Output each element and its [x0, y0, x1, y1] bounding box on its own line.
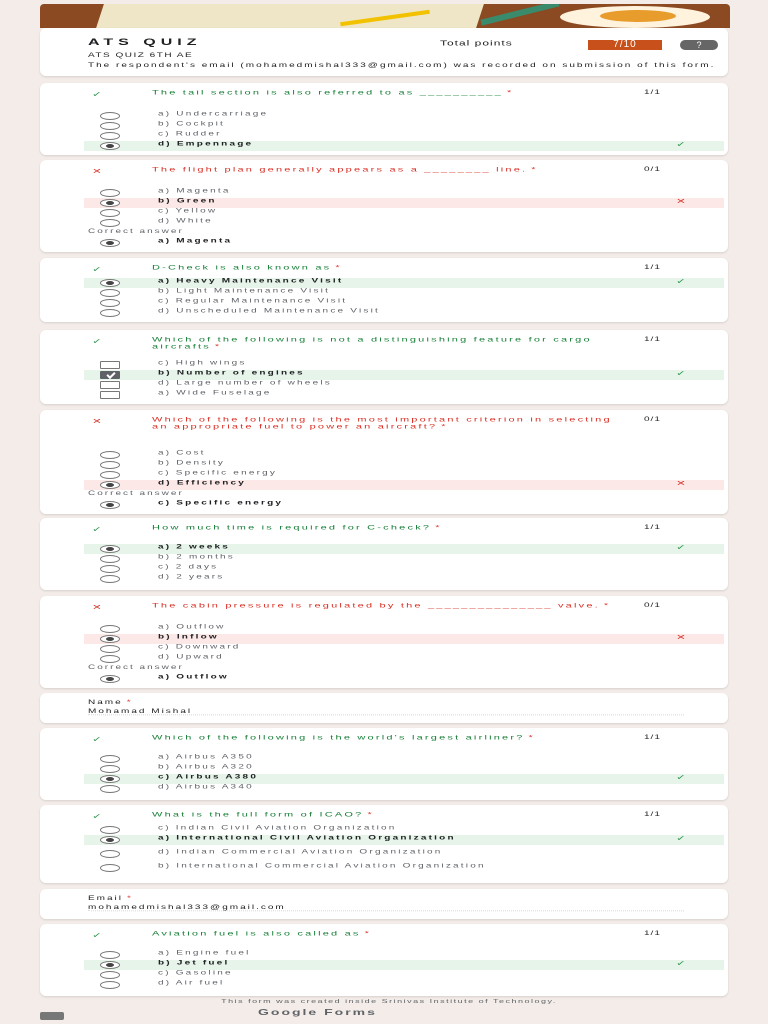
name-field-card [40, 693, 728, 723]
option-radio[interactable] [100, 189, 120, 197]
option-label: b) 2 months [158, 553, 236, 561]
question-points: 0/1 [644, 166, 661, 173]
option-label: d) Upward [158, 653, 224, 661]
option-label: c) Specific energy [158, 469, 278, 477]
question-card [40, 160, 728, 252]
check-icon: ✓ [92, 525, 103, 534]
cross-icon: ✕ [92, 603, 103, 612]
option-radio[interactable] [100, 132, 120, 140]
option-radio[interactable] [100, 655, 120, 663]
question-points: 1/1 [644, 524, 661, 531]
option-row[interactable] [84, 218, 724, 228]
question-title-text: D-Check is also known as [152, 264, 332, 272]
option-checkbox[interactable] [100, 371, 120, 379]
option-label: a) Undercarriage [158, 110, 269, 118]
question-card [40, 330, 728, 404]
option-radio[interactable] [100, 625, 120, 633]
question-title [152, 734, 612, 741]
question-title-text: The cabin pressure is regulated by the _______________ valve. [152, 602, 600, 610]
option-label: b) Airbus A320 [158, 763, 254, 771]
option-label: b) International Commercial Aviation Organization [158, 862, 486, 870]
option-radio [100, 501, 120, 509]
required-asterisk: * [367, 811, 374, 819]
question-title [152, 524, 612, 531]
option-label: c) Downward [158, 643, 241, 651]
option-checkbox[interactable] [100, 391, 120, 399]
banner-paper-graphic [96, 4, 484, 28]
option-row[interactable] [84, 480, 724, 490]
cross-icon: ✕ [676, 196, 687, 206]
option-radio[interactable] [100, 755, 120, 763]
correct-answer-label: Correct answer [88, 490, 184, 497]
google-forms-logo[interactable]: Google Forms [258, 1007, 377, 1017]
option-label: c) Gasoline [158, 969, 233, 977]
option-radio [100, 239, 120, 247]
question-points: 1/1 [644, 811, 661, 818]
option-label: b) Number of engines [158, 369, 305, 377]
option-label: d) Large number of wheels [158, 379, 332, 387]
required-asterisk: * [364, 930, 372, 938]
question-title-text: Which of the following is not a distinguishing feature for cargo aircrafts [152, 336, 592, 351]
option-radio[interactable] [100, 545, 120, 553]
footer-note: This form was created inside Srinivas Institute of Technology. [221, 998, 557, 1004]
option-label: a) Wide Fuselage [158, 389, 272, 397]
question-title-text: The flight plan generally appears as a ________ line. [152, 166, 528, 174]
question-title-text: Which of the following is the most important criterion in selecting an appropriate fuel to power an aircraft? [152, 416, 612, 431]
option-label: d) Empennage [158, 140, 254, 148]
option-label: a) Engine fuel [158, 949, 251, 957]
question-title [152, 264, 612, 271]
option-label: d) Air fuel [158, 979, 225, 987]
question-title-text: Aviation fuel is also called as [152, 930, 361, 938]
question-title-text: How much time is required for C-check? [152, 524, 432, 532]
correct-answer-text: c) Specific energy [158, 499, 284, 507]
option-label: d) Unscheduled Maintenance Visit [158, 307, 380, 315]
option-radio[interactable] [100, 785, 120, 793]
question-title-text: What is the full form of ICAO? [152, 811, 364, 819]
question-card [40, 596, 728, 688]
option-radio[interactable] [100, 961, 120, 969]
question-title [152, 930, 612, 937]
option-radio[interactable] [100, 461, 120, 469]
option-radio[interactable] [100, 765, 120, 773]
option-label: d) Airbus A340 [158, 783, 254, 791]
option-label: b) Cockpit [158, 120, 226, 128]
required-asterisk: * [506, 89, 514, 97]
option-checkbox[interactable] [100, 361, 120, 369]
option-label: a) Airbus A350 [158, 753, 254, 761]
option-label: b) Jet fuel [158, 959, 230, 967]
option-label: c) Indian Civil Aviation Organization [158, 824, 397, 832]
option-radio[interactable] [100, 555, 120, 563]
question-title [152, 811, 612, 818]
option-label: a) Cost [158, 449, 206, 457]
respondent-email-note: The respondent's email (mohamedmishal333@gmail.com) was recorded on submission of this form. [88, 62, 716, 69]
question-title-text: Which of the following is the world's largest airliner? [152, 734, 525, 742]
option-radio[interactable] [100, 971, 120, 979]
option-row[interactable] [84, 849, 724, 859]
question-title-text: The tail section is also referred to as __________ [152, 89, 503, 97]
required-asterisk: * [214, 343, 222, 351]
email-field-value: mohamedmishal333@gmail.com [88, 904, 684, 911]
required-asterisk: * [531, 166, 538, 174]
option-row[interactable] [84, 835, 724, 845]
option-radio[interactable] [100, 309, 120, 317]
option-radio[interactable] [100, 122, 120, 130]
check-icon: ✓ [92, 735, 103, 744]
option-radio[interactable] [100, 471, 120, 479]
option-label: c) 2 days [158, 563, 219, 571]
check-icon: ✓ [676, 542, 687, 552]
required-asterisk: * [335, 264, 342, 272]
question-card [40, 728, 728, 800]
option-label: c) Yellow [158, 207, 218, 215]
question-card [40, 258, 728, 322]
option-label: a) Outflow [158, 623, 226, 631]
option-radio [100, 675, 120, 683]
option-row[interactable] [84, 390, 724, 400]
option-radio[interactable] [100, 209, 120, 217]
option-radio[interactable] [100, 645, 120, 653]
option-radio[interactable] [100, 279, 120, 287]
option-radio[interactable] [100, 635, 120, 643]
report-abuse-button[interactable] [40, 1012, 64, 1020]
option-label: d) 2 years [158, 573, 225, 581]
cross-icon: ✕ [676, 478, 687, 488]
question-card [40, 83, 728, 155]
question-points: 1/1 [644, 930, 661, 937]
check-icon: ✓ [676, 772, 687, 782]
option-label: c) Rudder [158, 130, 222, 138]
option-label: d) Indian Commercial Aviation Organization [158, 848, 443, 856]
name-field-label: Name * [88, 699, 133, 706]
question-title [152, 602, 612, 609]
question-points: 0/1 [644, 416, 661, 423]
question-card [40, 924, 728, 996]
check-icon: ✓ [676, 958, 687, 968]
question-card [40, 805, 728, 883]
option-label: c) High wings [158, 359, 247, 367]
cross-icon: ✕ [676, 632, 687, 642]
required-asterisk: * [603, 602, 611, 610]
correct-answer-row [84, 674, 724, 684]
question-card [40, 410, 728, 514]
option-label: c) Regular Maintenance Visit [158, 297, 348, 305]
option-radio[interactable] [100, 299, 120, 307]
option-label: a) International Civil Aviation Organization [158, 834, 456, 842]
banner-ruler-graphic [480, 4, 559, 26]
question-points: 0/1 [644, 602, 661, 609]
question-card [40, 518, 728, 590]
question-points: 1/1 [644, 264, 661, 271]
option-row[interactable] [84, 308, 724, 318]
option-row[interactable] [84, 784, 724, 794]
option-label: b) Light Maintenance Visit [158, 287, 331, 295]
option-radio[interactable] [100, 481, 120, 489]
check-icon: ✓ [676, 139, 687, 149]
correct-answer-label: Correct answer [88, 664, 184, 671]
check-icon: ✓ [676, 368, 687, 378]
option-radio[interactable] [100, 981, 120, 989]
option-radio[interactable] [100, 112, 120, 120]
required-asterisk: * [435, 524, 442, 532]
correct-answer-text: a) Magenta [158, 237, 233, 245]
cross-icon: ✕ [92, 167, 103, 176]
check-icon: ✓ [92, 812, 103, 821]
required-asterisk: * [441, 423, 448, 431]
check-icon: ✓ [92, 90, 103, 99]
option-radio[interactable] [100, 575, 120, 583]
option-radio[interactable] [100, 565, 120, 573]
form-header-card [40, 28, 728, 76]
correct-answer-row [84, 238, 724, 248]
option-radio[interactable] [100, 142, 120, 150]
option-radio[interactable] [100, 826, 120, 834]
check-icon: ✓ [676, 276, 687, 286]
option-label: d) White [158, 217, 213, 225]
check-icon: ✓ [92, 265, 103, 274]
option-label: c) Airbus A380 [158, 773, 259, 781]
email-field-card [40, 889, 728, 919]
banner-coffee-graphic [600, 10, 676, 22]
option-row[interactable] [84, 141, 724, 151]
option-label: b) Green [158, 197, 217, 205]
check-icon: ✓ [92, 337, 103, 346]
question-title [152, 89, 612, 96]
option-label: b) Density [158, 459, 226, 467]
option-row[interactable] [84, 574, 724, 584]
question-title [152, 166, 612, 173]
question-points: 1/1 [644, 89, 661, 96]
option-radio[interactable] [100, 836, 120, 844]
option-radio[interactable] [100, 289, 120, 297]
option-radio[interactable] [100, 199, 120, 207]
option-row[interactable] [84, 863, 724, 873]
question-title [152, 336, 612, 350]
correct-answer-text: a) Outflow [158, 673, 229, 681]
option-radio[interactable] [100, 219, 120, 227]
correct-answer-row [84, 500, 724, 510]
required-asterisk: * [528, 734, 536, 742]
option-radio[interactable] [100, 951, 120, 959]
question-points: 1/1 [644, 734, 661, 741]
option-radio[interactable] [100, 864, 120, 872]
option-radio[interactable] [100, 451, 120, 459]
option-label: a) Magenta [158, 187, 231, 195]
option-label: b) Inflow [158, 633, 219, 641]
cross-icon: ✕ [92, 417, 103, 426]
score-badge: 7/10 [588, 40, 662, 50]
question-title [152, 416, 612, 430]
name-field-value: Mohamad Mishal [88, 708, 684, 715]
form-subtitle: ATS QUIZ 6TH AE [88, 52, 194, 59]
help-icon[interactable]: ? [680, 40, 718, 50]
option-radio[interactable] [100, 775, 120, 783]
question-points: 1/1 [644, 336, 661, 343]
correct-answer-label: Correct answer [88, 228, 184, 235]
total-points-label: Total points [440, 39, 513, 48]
check-icon: ✓ [676, 833, 687, 843]
option-label: a) 2 weeks [158, 543, 231, 551]
option-row[interactable] [84, 980, 724, 990]
option-radio[interactable] [100, 850, 120, 858]
check-icon: ✓ [92, 931, 103, 940]
option-row[interactable] [84, 654, 724, 664]
option-checkbox[interactable] [100, 381, 120, 389]
option-label: a) Heavy Maintenance Visit [158, 277, 344, 285]
email-field-label: Email * [88, 895, 133, 902]
form-title: ATS QUIZ [88, 38, 202, 48]
option-label: d) Efficiency [158, 479, 247, 487]
header-banner-image [40, 4, 730, 28]
